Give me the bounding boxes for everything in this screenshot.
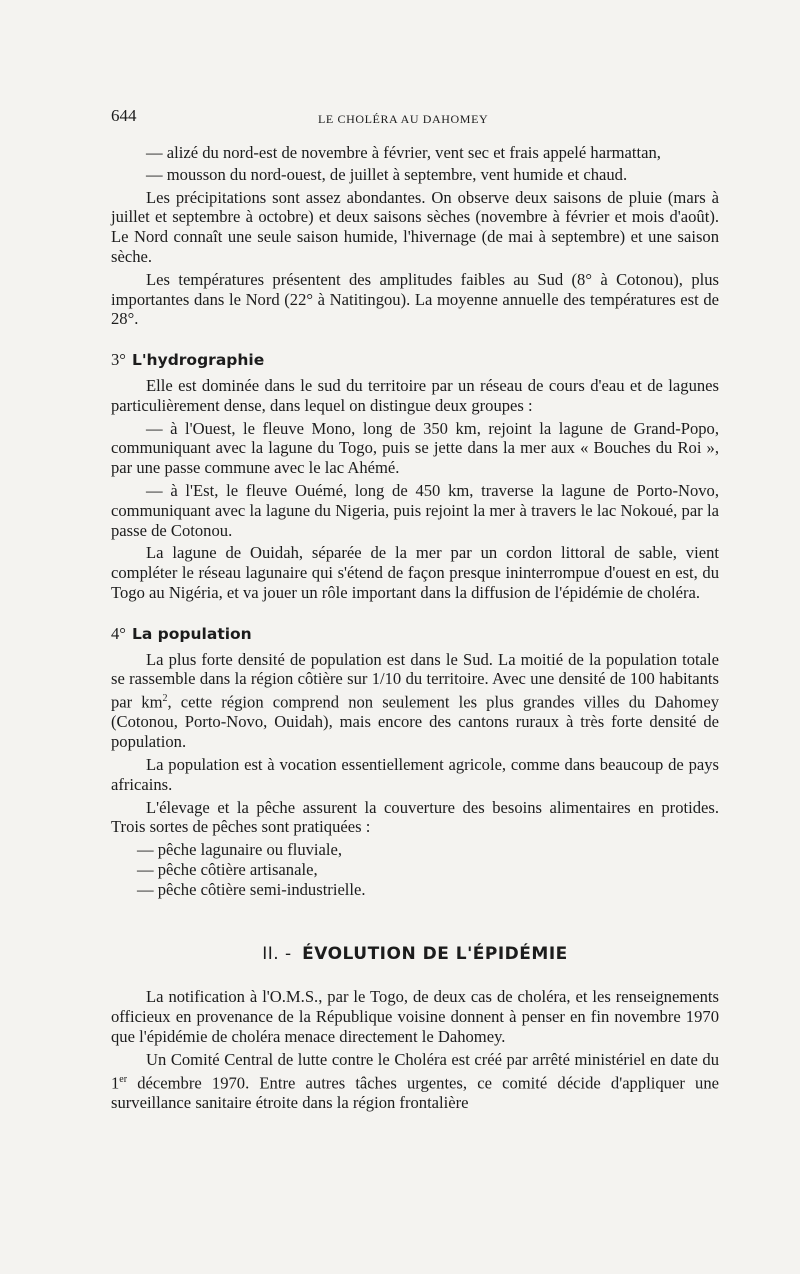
population-paragraph-fishing: L'élevage et la pêche assurent la couverture des besoins alimentaires en protides. Trois sortes de pêches sont pratiquées : [111,797,719,837]
hydro-dash-west: — à l'Ouest, le fleuve Mono, long de 350 km, rejoint la lagune de Grand-Popo, communiquant avec la lagune du Togo, puis se jette dans la mer aux « Bouches du Roi », par une passe commune avec le lac Ahémé. [111,418,719,478]
text-run: décembre 1970. Entre autres tâches urgentes, ce comité décide d'appliquer une surveillance sanitaire étroite dans la région frontalière [111,1073,719,1112]
superscript: 2 [162,693,168,705]
list-item: — pêche côtière artisanale, [137,860,318,880]
superscript: er [119,1073,128,1085]
text-run: Un Comité Central de lutte contre le Choléra est créé par arrêté ministériel en date du 1 [111,1049,719,1093]
page-header [111,106,719,134]
evolution-paragraph-notification: La notification à l'O.M.S., par le Togo, de deux cas de choléra, et les renseignements officieux en provenance de la République voisine donnent à penser en fin novembre 1970 que l'épidémie de choléra menace directement le Dahomey. [111,987,719,1047]
list-item: — pêche côtière semi-industrielle. [137,879,366,899]
section-heading-hydrography [111,350,719,371]
section-title: L'hydrographie [131,351,265,370]
chapter-title: ÉVOLUTION DE L'ÉPIDÉMIE [302,943,568,964]
text-run: La plus forte densité de population est dans le Sud. La moitié de la population totale se rassemble dans la région côtière sur 1/10 du territoire. Avec une densité de 100 habitants par km [111,649,719,712]
page-number: 644 [111,106,137,125]
chapter-heading [111,945,719,965]
running-title: LE CHOLÉRA AU DAHOMEY [318,112,489,126]
hydro-paragraph-intro: Elle est dominée dans le sud du territoire par un réseau de cours d'eau et de lagunes particulièrement dense, dans lequel on distingue deux groupes : [111,375,719,415]
chapter-number: II. - [262,943,292,964]
climate-paragraph-temperature: Les températures présentent des amplitudes faibles au Sud (8° à Cotonou), plus importantes dans le Nord (22° à Natitingou). La moyenne annuelle des températures est de 28°. [111,269,719,329]
evolution-paragraph-committee [111,1050,719,1113]
section-title: La population [131,624,252,643]
section-heading-population [111,624,719,645]
population-paragraph-agriculture: La population est à vocation essentiellement agricole, comme dans beaucoup de pays africains. [111,755,719,794]
section-number: 4° [111,623,126,643]
section-number: 3° [111,350,126,370]
body-text [111,143,719,1116]
population-paragraph-density [111,650,719,753]
hydro-paragraph-ouidah: La lagune de Ouidah, séparée de la mer par un cordon littoral de sable, vient compléter le réseau lagunaire qui s'étend de façon presque ininterrompue d'ouest en est, du Togo au Nigéria, et va jouer un rôle important dans la diffusion de l'épidémie de choléra. [111,543,719,602]
climate-dash-2: — mousson du nord-ouest, de juillet à septembre, vent humide et chaud. [146,164,628,184]
hydro-dash-east: — à l'Est, le fleuve Ouémé, long de 450 km, traverse la lagune de Porto-Novo, communiquant avec la lagune du Nigeria, puis rejoint la mer à travers le lac Nokoué, par la passe de Cotonou. [111,480,719,540]
climate-dash-1: — alizé du nord-est de novembre à février, vent sec et frais appelé harmattan, [146,143,661,162]
list-item: — pêche lagunaire ou fluviale, [137,840,343,860]
text-run: , cette région comprend non seulement les plus grandes villes du Dahomey (Cotonou, Porto-Novo, Ouidah), mais encore des cantons ruraux à très forte densité de population. [111,692,719,752]
climate-paragraph-precipitation: Les précipitations sont assez abondantes. On observe deux saisons de pluie (mars à juillet et septembre à octobre) et deux saisons sèches (novembre à février et mois d'août). Le Nord connaît une seule saison humide, l'hivernage (de mai à septembre) et une saison sèche. [111,187,719,266]
